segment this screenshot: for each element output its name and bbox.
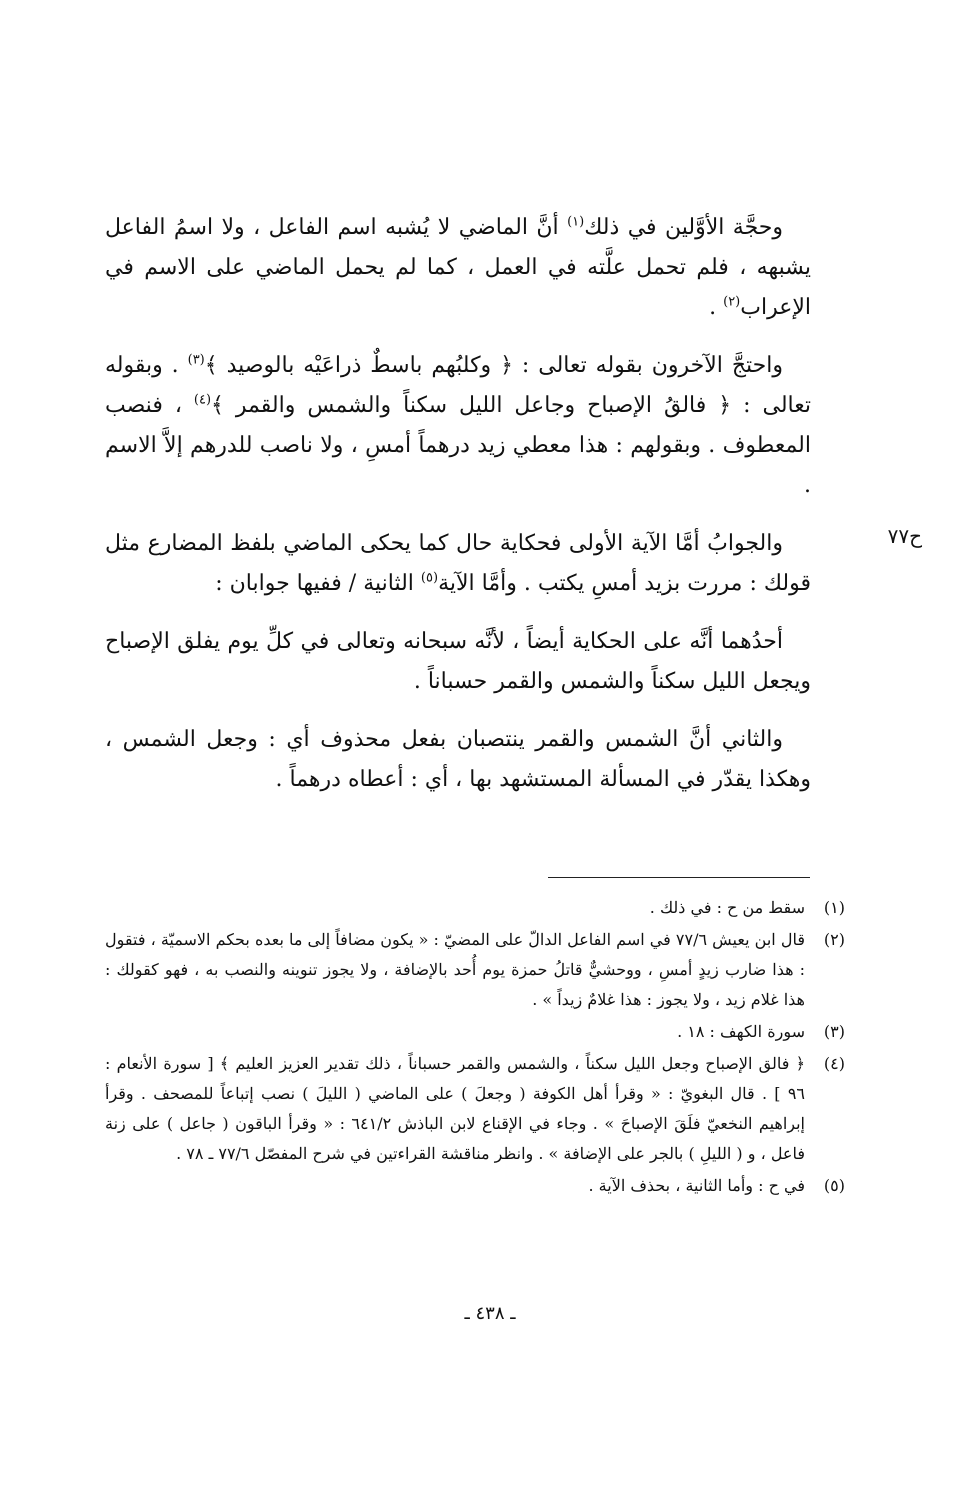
footnote-separator [548,877,810,878]
footnote-ref-2: (٢) [723,294,741,310]
footnote-ref-4: (٤) [193,392,212,408]
footnote-ref-3: (٣) [187,352,205,368]
paragraph-1 [105,208,811,328]
paragraph-text: والثاني أنَّ الشمس والقمر ينتصبان بفعل محذوف أي : وجعل الشمس ، وهكذا يقدّر في المسألة المستشهد بها ، أي : أعطاه درهماً . [105,727,811,792]
footnote-number: (٤) [823,1054,845,1073]
paragraph-text: . وبقوله تعالى : ﴿ فالقُ الإصباح وجاعل الليل سكناً والشمس والقمر ﴾ [105,353,811,418]
footnote-text: ﴿ فالق الإصباح وجعل الليل سكناً ، والشمس والقمر حسباناً ، ذلك تقدير العزيز العليم ﴾ [ سورة الأنعام : ٩٦ ] . قال البغويّ : « وقرأ أهل الكوفة ( وجعلَ ) على الماضي ( الليلَ ) نصب إتباعاً للمصحف . وقرأ إبراهيم النخعيّ فلَقَ الإصباحَ » . وجاء في الإقناع لابن الباذش ٦٤١/٢ : « وقرأ الباقون ( جاعل ) على زنة فاعل ، و ( الليلِ ) بالجر على الإضافة » . وانظر مناقشة القراءتين في شرح المفصّل ٧٧/٦ ـ ٧٨ . [105,1054,806,1163]
page-number: ـ ٤٣٨ ـ [464,1303,516,1324]
main-text [105,208,811,818]
paragraph-text: الثانية / ففيها جوابان : [215,571,421,596]
footnote-ref-1: (١) [567,214,585,230]
paragraph-text: أحدُهما أنَّه على الحكاية أيضاً ، لأنَّه سبحانه وتعالى في كلِّ يوم يفلق الإصباح ويجعل الليل سكناً والشمس والقمر حسباناً . [105,629,811,694]
paragraph-2 [105,346,811,506]
footnote-item [105,925,845,1015]
manuscript-folio-note: ح٧٧ [887,524,922,548]
footnote-number: (٥) [823,1176,845,1195]
paragraph-text: واحتجَّ الآخرون بقوله تعالى : ﴿ وكلبُهم باسطٌ ذراعَيْه بالوصيد ﴾ [204,353,784,378]
footnote-item [105,893,845,923]
footnote-number: (٢) [823,930,845,949]
footnote-text: في ح : وأما الثانية ، بحذف الآية . [588,1176,805,1195]
footnote-text: سقط من ح : في ذلك . [649,898,805,917]
footnote-ref-5: (٥) [420,570,439,586]
paragraph-4 [105,622,811,702]
footnote-number: (٣) [823,1022,845,1041]
paragraph-5 [105,720,811,800]
paragraph-text: أنَّ الماضي لا يُشبه اسم الفاعل ، ولا اسمُ الفاعل يشبهه ، فلم تحمل علَّته في العمل ، كما لم يحمل الماضي على الاسم في الإعراب [105,215,811,320]
footnote-number: (١) [823,898,845,917]
paragraph-text: ، فنصب المعطوف . وبقولهم : هذا معطي زيد درهماً أمسِ ، ولا ناصب للدرهم إلاَّ الاسم . [105,393,811,498]
paragraph-3 [105,524,811,604]
footnote-item [105,1171,845,1201]
footnote-item [105,1017,845,1047]
paragraph-text: وحجَّة الأوَّلين في ذلك [584,215,783,240]
footnotes [105,893,845,1203]
paragraph-text: . [709,295,724,320]
paragraph-text: والجوابُ أمَّا الآية الأولى فحكاية حال كما يحكى الماضي بلفظ المضارع مثل قولك : مررت بزيد أمسِ يكتب . وأمَّا الآية [105,531,811,596]
footnote-text: سورة الكهف : ١٨ . [677,1022,805,1041]
footnote-item [105,1049,845,1169]
footnote-text: قال ابن يعيش ٧٧/٦ في اسم الفاعل الدالّ على المضيّ : « يكون مضافاً إلى ما بعده بحكم الاسميّة ، فتقول : هذا ضارب زيدٍ أمسِ ، ووحشيٌّ قاتلُ حمزة يوم أُحد بالإضافة ، ولا يجوز تنوينه والنصب به ، فهو كقولك : هذا غلام زيد ، ولا يجوز : هذا غلامٌ زيداً » . [105,930,805,1009]
